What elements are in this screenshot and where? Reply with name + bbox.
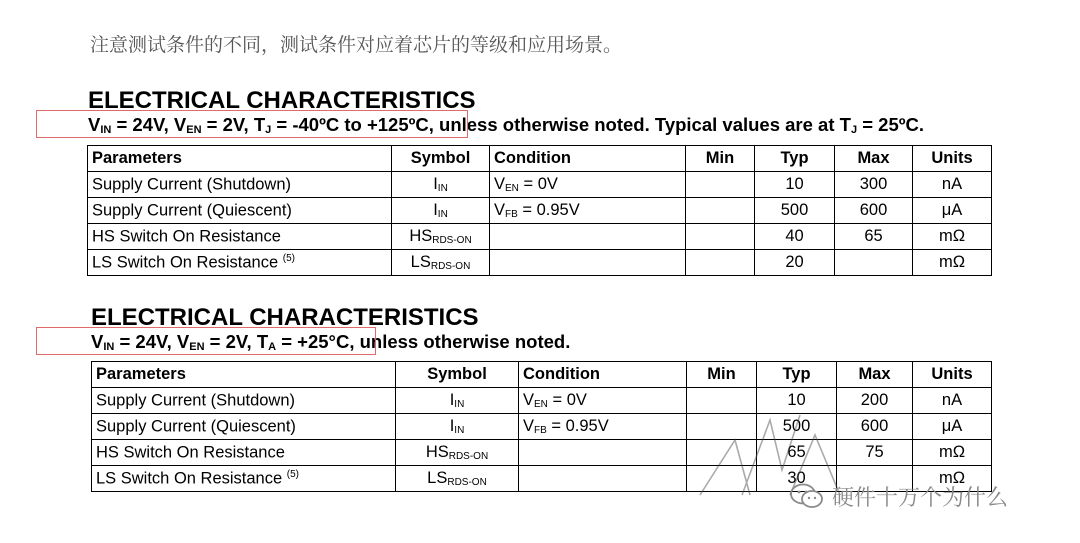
table-header-row bbox=[92, 362, 992, 388]
header-condition: Condition bbox=[490, 146, 686, 172]
condition-cell bbox=[519, 466, 687, 492]
header-max: Max bbox=[835, 146, 913, 172]
min-cell bbox=[687, 388, 757, 414]
header-typ: Typ bbox=[757, 362, 837, 388]
condition-cell bbox=[490, 224, 686, 250]
min-cell bbox=[686, 224, 755, 250]
highlight-box-conditions-2 bbox=[36, 327, 376, 355]
condition-cell bbox=[490, 250, 686, 276]
table-header-row bbox=[88, 146, 992, 172]
symbol-cell: $HS_{RDS-ON}$ bbox=[396, 440, 519, 466]
param-cell: Supply Current (Shutdown) bbox=[92, 388, 396, 414]
table-row bbox=[88, 172, 992, 198]
symbol-cell: $I_{IN}$ bbox=[396, 414, 519, 440]
min-cell bbox=[686, 198, 755, 224]
units-cell: μA bbox=[913, 414, 992, 440]
units-cell: mΩ bbox=[913, 250, 992, 276]
typ-cell: 65 bbox=[757, 440, 837, 466]
header-units: Units bbox=[913, 362, 992, 388]
header-symbol: Symbol bbox=[392, 146, 490, 172]
table-row bbox=[88, 250, 992, 276]
section-title: ELECTRICAL CHARACTERISTICS bbox=[88, 87, 476, 114]
max-cell: 600 bbox=[837, 414, 913, 440]
max-cell bbox=[835, 250, 913, 276]
max-cell: 75 bbox=[837, 440, 913, 466]
param-cell: Supply Current (Shutdown) bbox=[88, 172, 392, 198]
highlight-box-conditions-1 bbox=[36, 110, 468, 138]
param-cell: LS Switch On Resistance $^{(5)}$ bbox=[92, 466, 396, 492]
table-row bbox=[92, 388, 992, 414]
param-cell: LS Switch On Resistance $^{(5)}$ bbox=[88, 250, 392, 276]
typ-cell: 20 bbox=[755, 250, 835, 276]
typ-cell: 500 bbox=[755, 198, 835, 224]
typ-cell: 10 bbox=[755, 172, 835, 198]
units-cell: μA bbox=[913, 198, 992, 224]
table-row bbox=[92, 440, 992, 466]
units-cell: mΩ bbox=[913, 440, 992, 466]
table-row bbox=[88, 198, 992, 224]
condition-cell: $V_{EN} = 0V$ bbox=[519, 388, 687, 414]
typ-cell: 500 bbox=[757, 414, 837, 440]
section-title: ELECTRICAL CHARACTERISTICS bbox=[91, 304, 479, 331]
typ-cell: 40 bbox=[755, 224, 835, 250]
intro-text: 注意测试条件的不同，测试条件对应着芯片的等级和应用场景。 bbox=[90, 34, 623, 56]
test-conditions: $V_{IN} = 24V$, $V_{EN} = 2V$, $T_J$ = -40ºC to +125ºC, unless otherwise noted. Typical values are at $T_J$ = 25ºC. bbox=[88, 114, 924, 136]
spec-table-2 bbox=[91, 361, 992, 492]
condition-cell: $V_{FB} = 0.95V$ bbox=[490, 198, 686, 224]
header-max: Max bbox=[837, 362, 913, 388]
symbol-cell: $I_{IN}$ bbox=[392, 198, 490, 224]
condition-cell: $V_{FB} = 0.95V$ bbox=[519, 414, 687, 440]
test-conditions: $V_{IN} = 24V$, $V_{EN} = 2V$, $T_A = +25^\circ C$, unless otherwise noted. bbox=[91, 331, 571, 353]
typ-cell: 30 bbox=[757, 466, 837, 492]
table-row bbox=[92, 414, 992, 440]
symbol-cell: $I_{IN}$ bbox=[392, 172, 490, 198]
min-cell bbox=[687, 414, 757, 440]
symbol-cell: $LS_{RDS-ON}$ bbox=[396, 466, 519, 492]
max-cell: 200 bbox=[837, 388, 913, 414]
spec-table-1 bbox=[87, 145, 992, 276]
max-cell: 65 bbox=[835, 224, 913, 250]
param-cell: HS Switch On Resistance bbox=[92, 440, 396, 466]
header-min: Min bbox=[687, 362, 757, 388]
min-cell bbox=[686, 172, 755, 198]
header-condition: Condition bbox=[519, 362, 687, 388]
symbol-cell: $I_{IN}$ bbox=[396, 388, 519, 414]
header-units: Units bbox=[913, 146, 992, 172]
wechat-logo-icon bbox=[788, 482, 826, 510]
max-cell: 300 bbox=[835, 172, 913, 198]
table-row bbox=[88, 224, 992, 250]
typ-cell: 10 bbox=[757, 388, 837, 414]
symbol-cell: $LS_{RDS-ON}$ bbox=[392, 250, 490, 276]
watermark bbox=[788, 480, 1008, 512]
symbol-cell: $HS_{RDS-ON}$ bbox=[392, 224, 490, 250]
condition-cell: $V_{EN} = 0V$ bbox=[490, 172, 686, 198]
param-cell: HS Switch On Resistance bbox=[88, 224, 392, 250]
header-typ: Typ bbox=[755, 146, 835, 172]
header-parameters: Parameters bbox=[88, 146, 392, 172]
units-cell: nA bbox=[913, 388, 992, 414]
units-cell: nA bbox=[913, 172, 992, 198]
min-cell bbox=[687, 440, 757, 466]
watermark-text: 硬件十万个为什么 bbox=[832, 485, 1009, 511]
header-symbol: Symbol bbox=[396, 362, 519, 388]
max-cell: 600 bbox=[835, 198, 913, 224]
param-cell: Supply Current (Quiescent) bbox=[92, 414, 396, 440]
condition-cell bbox=[519, 440, 687, 466]
header-min: Min bbox=[686, 146, 755, 172]
header-parameters: Parameters bbox=[92, 362, 396, 388]
min-cell bbox=[686, 250, 755, 276]
units-cell: mΩ bbox=[913, 466, 992, 492]
param-cell: Supply Current (Quiescent) bbox=[88, 198, 392, 224]
units-cell: mΩ bbox=[913, 224, 992, 250]
min-cell bbox=[687, 466, 757, 492]
